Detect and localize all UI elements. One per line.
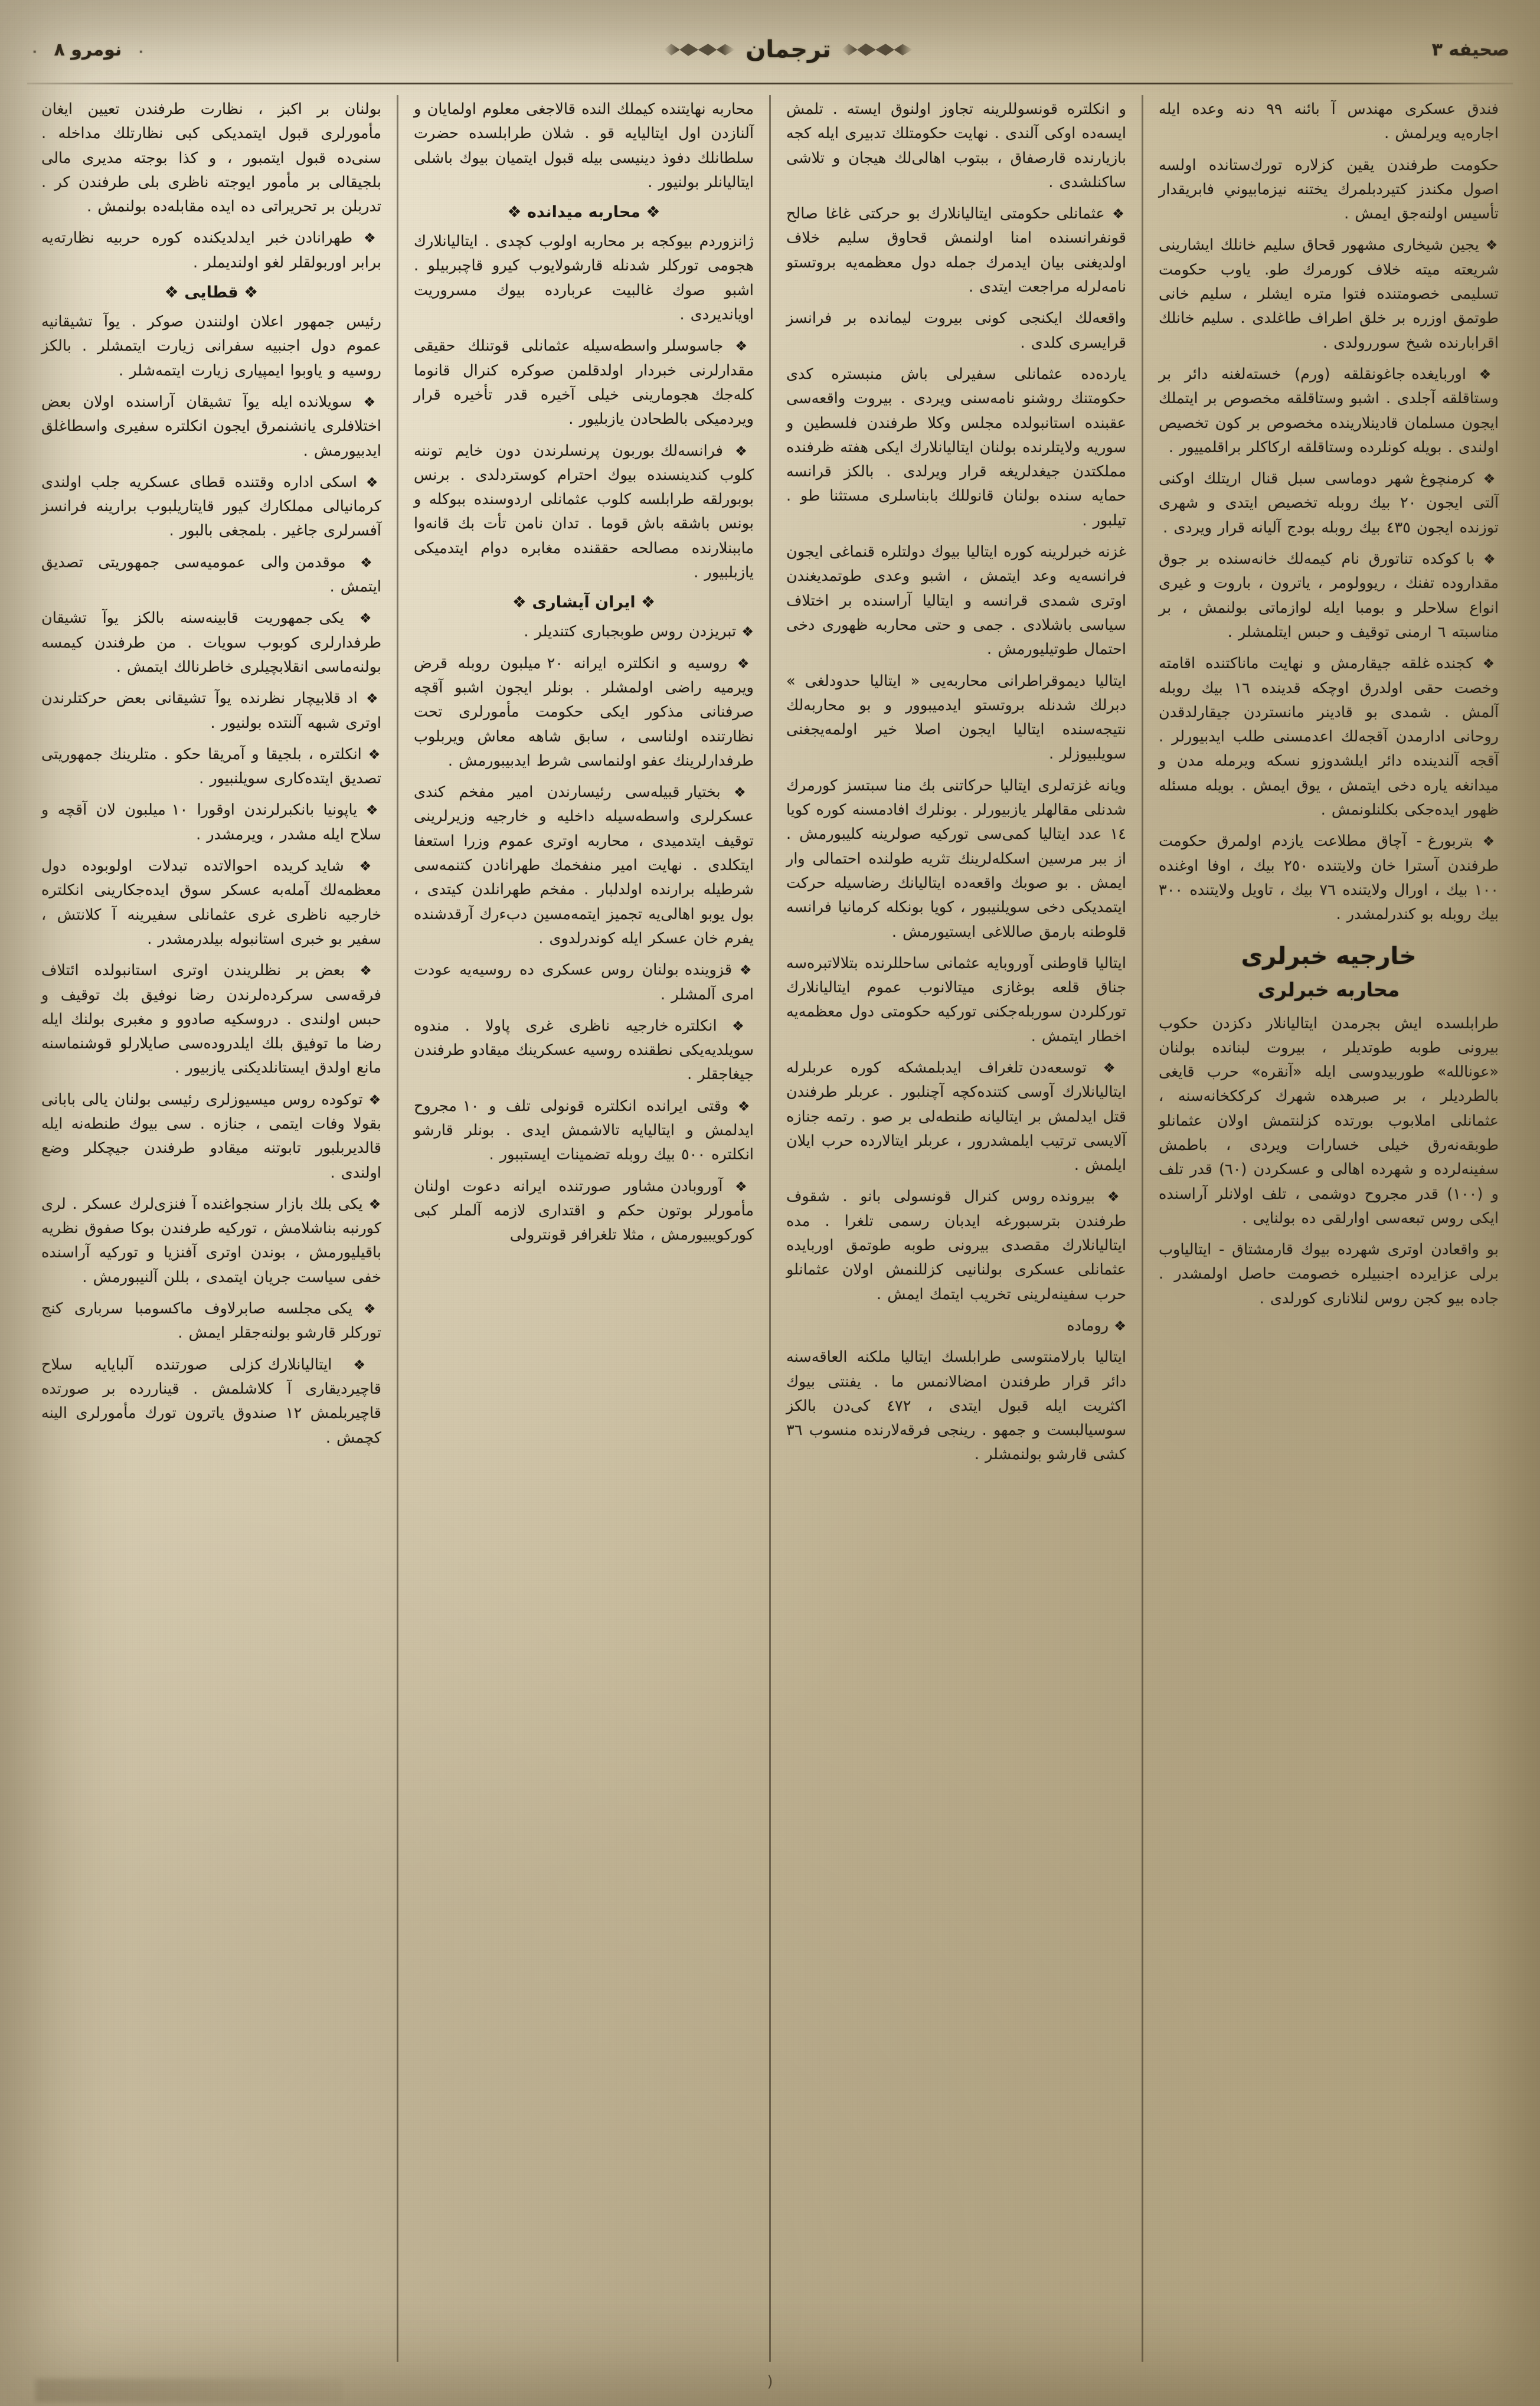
article-paragraph: ❖ بيرونده روس كنرال قونسولى بانو . شقوف طرفندن بترسبورغه ايدبان رسمى تلغرا . مده ايتاليانلارك مقصدى بيرونى طوبه طوتمق اوربايده عثمانلى عسكرى بولنانيى كزللنمش اولان عثمانلو حرب سفينه‌لرينى تخريب ايتمك ايمش . bbox=[786, 1185, 1126, 1306]
article-paragraph: ❖ يجين شيخارى مشهور قحاق سليم خانلك ايشارينى شريعته ميته خلاف كورمرك طو. ياوب حكومت تسليمى خصومتنده فتوا متره ايشلر ، سليم خانى طوتمق اوزره بر خلق اطراف طاغلدى . سليم خانلك اقرابارنده شيخ سوررولدى . bbox=[1159, 233, 1499, 355]
article-paragraph: ❖ موقدمن والى عموميه‌سى جمهوريتى تصديق ايتمش . bbox=[41, 551, 381, 600]
article-columns bbox=[26, 95, 1514, 2362]
article-paragraph: ❖ اوربايغده جاغونقلقه (ورم) خسته‌لغنه دائر بر وستاقلقه آجلدى . اشبو وستاقلقه مخصوص بر ايتملك ايجون مسلمان قادينلارينده مخصوص بر كون تخصيص اولندى . بويله كونلرده وستاقلقه اركاكلر براقلمييور . bbox=[1159, 362, 1499, 460]
article-paragraph: ❖ ياپونيا بانكبرلرندن اوقورا ١٠ ميلبون لان آقچه و سلاح ايله مشدر ، ويرمشدر . bbox=[41, 798, 381, 847]
article-paragraph: ❖ يكى جمهوريت قابينه‌سنه بالكز يوآ تشيقان طرفدارلرى كوبوب سويات . من طرفندن كيمسه بولنه‌ماسى انقلابچيلرى خاطرنالك ايتمش . bbox=[41, 606, 381, 679]
article-paragraph: ❖ يكى مجلسه صابرلاوف ماكسومبا سربارى كنج توركلر قارشو بولنه‌جقلر ايمش . bbox=[41, 1297, 381, 1346]
article-paragraph: غزنه خبرلرينه كوره ايتاليا بيوك دولتلره قنماغى ايجون فرانسه‌يه وعد ايتمش ، اشبو وعدى طوتمديغندن اوترى شمدى قرانسه و ايتاليا آراسنده بر اختلاف سياسى باشلادى . جمى و حتى محاربه ظهورى دخى احتمال طوتيليورمش . bbox=[786, 543, 1126, 659]
article-paragraph: و انكلتره قونسوللرينه تجاوز اولنوق ايسته . تلمش ايسه‌ده اوكى آلندى . نهايت حكومتلك تدبيرى ايله كجه بازيارنده قارصفاق ، ببتوب اهالى‌لك هيجان و تلاشى ساكنلشدى . bbox=[786, 100, 1126, 191]
article-paragraph: ❖ يكى بلك بازار سنجواغنده آ فنزى‌لرك عسكر . لرى كورنبه بناشلامش ، توركيه طرفندن بوكا صفوق نظريه باقيليورمش ، بوندن اوترى آفنزيا و توركيه آراسنده خفى سياست جريان ايتمدى ، بللن آلنيبورمش . bbox=[41, 1192, 381, 1290]
article-paragraph: ❖ اسكى اداره وقتنده قطاى عسكريه جلب اولندى كرمانيالى مملكارك كيور قايتاريلبوب برارينه فرانسز آفسرلرى جاغير . بلمجغى بالبور . bbox=[41, 470, 381, 544]
article-paragraph: بو واقعادن اوترى شهرده بيوك قارمشتاق - ايتالياوب برلى عزايرده اجنبيلره خصومت حاصل اولمشدر . جاده بيو كجن روس لنلانارى كورلدى . bbox=[1159, 1241, 1499, 1307]
article-paragraph: فندق عسكرى مهندس آ بائنه ٩٩ دنه وعده ايله اجاره‌يه ويرلمش . bbox=[1159, 100, 1499, 143]
ornament-right-icon bbox=[664, 42, 735, 57]
article-paragraph: ❖ شايد كريده احوالاتده تبدلات اولوبوده دول معظمه‌لك آمله‌به عسكر سوق ايده‌جكارينى انكلتره خارجيه ناظرى غرى عثمانلى سفيرينه آ كلانتش ، سفير بو خبرى استانبوله بيلدرمشدر . bbox=[41, 854, 381, 952]
footer-mark: ( bbox=[767, 2373, 773, 2391]
article-paragraph: ❖ آوروبادن مشاور صورتنده ايرانه دعوت اولنان مأمورلر بوتون حكم و اقتدارى لازمه آلملر كبى كوركويبيورمش ، مثلا تلغرافر قونترولى bbox=[414, 1175, 754, 1248]
article-paragraph: ❖ كجنده غلقه جيقارمش و نهايت ماناكتنده اقامته وخصت حقى اولدرق اوچكه قدينده ١٦ بيك روبله آلمش . شمدى بو قادينر مانستردن جيقارلدقدن روحانى ادارمدن آقجه‌لك اعدمسنى طلب ايدبيورلر . آقجه آلندينده دائر ايلشدوزو نسكه ويرمله مدن و ميدانغه ياره دخى ايتمش ، يوق ايمش . بويله مسئله ظهور ايده‌جكى بكلنلونمش . bbox=[1159, 652, 1499, 822]
rubric-heading: ❖ ايران آيشارى ❖ bbox=[512, 593, 656, 612]
article-paragraph: ❖ توسعه‌دن تلغراف ايدبلمشكه كوره عربلرله ايتاليانلارك آوسى كتنده‌كچه آچنلبور . عربلر طرفندن قتل ايدلمش بر ايتاليانه طنطه‌لى بر صو . رتمه جنازه آلايسى ترتيب ايلمشدرور ، عربلر ايتالارده حرب ايلان ايلمش . bbox=[786, 1056, 1126, 1178]
article-paragraph: ويانه غزته‌لرى ايتاليا حركاتنى بك منا سبتسز كورمرك شدنلى مقالهلر يازبيورلر . بونلرك افادمسنه كوره كويا ١٤ عدد ايتاليا كمى‌سى توركيه صولرينه كليبورمش . از ببر مرسين اسكله‌لرينك تثريه طولنده احتمالى وار ايمش . بو صوبك واقعه‌ده ايتاليانك رضاسيله حركت ايتمديكى دخى سويلنيبور ، كويا بونكله كرمانيا فرانسه قلوطنه بارمق صاللاغى ايستيورمش . bbox=[786, 776, 1126, 941]
section-subheading: محاربه خبرلرى bbox=[1257, 978, 1400, 1001]
article-paragraph: ❖ ايتاليانلارك كزلى صورتنده آلبايايه سلاح قاچيرديقارى آ كلاشلمش . قيناررده بر صورتده قاچيربلمش ١٢ صندوق ياترون تورك مأمورلرى الينه كچمش . bbox=[41, 1353, 381, 1450]
article-paragraph: ❖ فرانسه‌لك بوربون پرنسلرندن دون خايم توننه كلوب كندينسنده بيوك احترام كوستردلدى . برنس بوبورلقه طرابلسه كلوب عثمانلى اردوسنده ببوكله و بونس باشقه باش قوما . تدان نامن تأت بك قانه‌وا ماببنلارنده مصالحه حققنده مغابره دوام ايتدميكى يازبلبيور . bbox=[414, 439, 754, 586]
article-paragraph: ❖ روماده bbox=[786, 1314, 1126, 1338]
page-number: صحيفه ٣ bbox=[1431, 39, 1509, 60]
article-paragraph: طرابلسده ايش بجرمدن ايتاليانلار دكزدن حكوب بيرونى طوبه طوتديلر ، بيروت لبنانده بولنان «عونالله» طوربيدوسى ايله «آنقره» حرب قايغى بالطرديلر ، بر صبرهده شهرك كرككخانه‌سنه ، عثمانلى املابوب بورتده كزلنتمش اولان عثمانلو طوبقه‌نه‌رق خيلى خسارات ويردى ، باطمش سفينه‌لرده و شهرده اهالى و عسكردن (٦٠) قدر تلف و (١٠٠) قدر مجروح دوشمى ، تلف اولانلر آراسنده ايكى روس تبعه‌سى اوارلقى ده بولنايى . bbox=[1159, 1014, 1499, 1227]
article-paragraph: ❖ انكلتره خارجيه ناظرى غرى پاولا . مندوه سويلديه‌يكى نطقنده روسيه عسكرينك ميقادو طرفندن جيغاجقلر . bbox=[414, 1014, 754, 1087]
newspaper-title: ترجمان bbox=[746, 36, 831, 63]
article-paragraph: ❖ بختيار قبيله‌سى رئيسارندن امير مفخم كندى عسكرلرى واسطه‌سيله داخليه و خارجيه وزيرلرينى توقيف ايتدميدى ، محاربه اوترى عموم وزرا استعفا ايتكلدى . نهايت امير منفخمك طهرانادن كتنمه‌سى شرطيله برارنده اولدلبار . مفخم طهرانلدن كيتدى ، بول يوبو اهالى‌يه تجميز ايتمه‌مسين دبءرك آرقدشنده يفرم خان عسكر ايله كوندرلدوى . bbox=[414, 780, 754, 951]
newspaper-nameplate bbox=[664, 36, 913, 63]
article-paragraph: ايتاليا بارلامنتوسى طرابلسك ايتاليا ملكنه العاقه‌سنه دائر قرار طرفندن امضالانمس ما . يفنتى بيوك اكثريت ايله قبول ايتدى ، ٤٧٢ كى‌دن بالكز سوسيالبست و جمهو . رينجى فرقه‌لارنده منسوب ٣٦ كشى قارشو بولنمشلر . bbox=[786, 1348, 1126, 1464]
article-paragraph: ❖ اد قلابيچار نظرنده يوآ تشيقانى بعض حركتلرندن اوترى شبهه آلنتده بولنيور . bbox=[41, 687, 381, 735]
issue-number: نومرو ٨ bbox=[54, 39, 122, 60]
article-paragraph: ❖ طهرانادن خبر ايدلديكنده كوره حربيه نظارته‌يه برابر اوربولقلر لغو اولنديملر . bbox=[41, 226, 381, 275]
article-paragraph: ❖ تبريزدن روس طوبجبارى كتنديلر . bbox=[414, 620, 754, 644]
ornament-left-icon bbox=[842, 42, 913, 57]
masthead-right-side bbox=[1432, 40, 1509, 60]
section-heading: خارجيه خبرلرى bbox=[1241, 942, 1417, 970]
article-paragraph: ❖ روسيه و انكلتره ايرانه ٢٠ ميلبون روبله قرض ويرميه راضى اولمشلر . بونلر ايجون اشبو آقچه صرفنانى مذكور ايكى حكومت مأمورلرى تحت نظارتنده اولناسى ، سابق شاهه معاش ويربلوب طرفدارلرينك عفو اولنماسى شرط ايدبيبورمش . bbox=[414, 652, 754, 773]
article-paragraph: ❖ جاسوسلر واسطه‌سيله عثمانلى قوتنلك حقيقى مقدارلرنى خبردار اولدقلمن صوكره كنرال قانوما كله‌جك هجومارينى خيلى آخيره قدر تأخيره قرار ويردميكى بالطحادن يازبليور . bbox=[414, 334, 754, 431]
masthead-left-side bbox=[31, 40, 145, 60]
article-paragraph: محاربه نهايتنده كيملك النده قالاجغى معلوم اولمايان و آلنازدن اول ايتاليايه قو . شلان طرابلسده حضرت سلطانلك دفوذ دينيسى بيله قبول ايتميان بيوك باشلى ايتاليانلر بولنيور . bbox=[414, 100, 754, 191]
article-paragraph: ❖ قزوينده بولنان روس عسكرى ده روسيه‌يه عودت امرى آلمشلر . bbox=[414, 958, 754, 1007]
rubric-heading: ❖ قطايى ❖ bbox=[164, 283, 259, 302]
article-paragraph: ژانزوردم بيوكجه بر محاربه اولوب كچدى . ايتاليانلارك هجومى توركلر شدنله قارشولايوب كيرو قاچبربيلو . اشبو صوك غالبيت عربارده بيوك مسروريت اويانديردى . bbox=[414, 233, 754, 324]
masthead-dot-right: ٠ bbox=[31, 44, 39, 59]
article-paragraph: بولنان بر اكبز ، نظارت طرفندن تعيين ايغان مأمورلرى قبول ايتمديكى كبى نظارتلك مداخله . سنى‌ده قبول ايتمبور ، و كذا بوجته مديرى مالى بلجيقالى بر مأمور ايوجته ناظرى بلى طرفندن كر . تدربلن بر تحريراتى ده ايده مقابله‌ده بولنمش . bbox=[41, 100, 381, 216]
article-paragraph: يارده‌ده عثمانلى سفيرلى باش منبستره كدى حكومتنك روشنو نامه‌سنى ويردى . بيروت واقعه‌سى عقبنده استانبولده مجلس وكلا طرفندن فلسطين و سوريه ولايتلرنده بولنان ايتاليانلارك ايكى هفته ظرفنده مملكتدن جيغدلريغه قرار ويرلدى . بالكز قرانسه حمايه سنده بولنان قانوللك بابناسلرى مستثنا طو . تيلبور . bbox=[786, 365, 1126, 529]
article-paragraph: ❖ سويلانده ايله يوآ تشيقان آراسنده اولان بعض اختلافلرى يانشنمرق ايجون انكلتره سفيرى واسطاغلق ايدبيورمش . bbox=[41, 390, 381, 463]
article-paragraph: رئيس جمهور اعلان اولنندن صوكر . يوآ تشيقانيه عموم دول اجنبيه سفرانى زيارت ايتمشلر . بالكز روسيه و ياوبوا ايمپيارى زيارت ايتمه‌شلر . bbox=[41, 313, 381, 380]
article-paragraph: ايتاليا قاوطنى آوروبايه عثمانى ساحللرنده بتلالاتبره‌سه جناق قلعه بوغازى ميتالانوب عموم ايتاليانلارك توركلردن سوربله‌جكنى توركيه حكومتى دول معظمه‌يه اخطار ايتمش . bbox=[786, 954, 1126, 1045]
article-paragraph: ❖ كرمنچوغ شهر دوماسى سبل قنال اريتلك اوكنى آلتى ايجون ٢٠ بيك روبله تخصيص ايتدى و شهرى توزنده ايجون ٤٣٥ بيك روبله بودج آليانه قرار ويردى . bbox=[1159, 467, 1499, 540]
article-paragraph: ❖ عثمانلى حكومتى ايتاليانلارك بو حركتى غاغا صالح قونفرانسنده امنا اولنمش قحاوق سليم خلاف اولديغنى بيان ايدمرك جمله دول معظمه‌يه بروتستو نامه‌لرله مراجعت ايتدى . bbox=[786, 202, 1126, 299]
masthead-rule bbox=[27, 83, 1513, 84]
article-paragraph: ❖ انكلتره ، بلجيقا و آمريقا حكو . متلرينك جمهوريتى تصديق ايتده‌كارى سويلنبيور . bbox=[41, 743, 381, 792]
article-paragraph: ايتاليا ديموقراطرانى محاربه‌يى « ايتاليا حدودلغى » دبرلك شدنله بروتستو ايدميبوور و بو محاربه‌لك نتيجه‌سنده ايتاليا ايجون اصلا خير اولمه‌يجغنى سويلبيوزلر . bbox=[786, 672, 1126, 763]
article-paragraph: ❖ بعض بر نظلريندن اوترى استانبولده ائتلاف فرقه‌سى سركرده‌لرندن رضا نوفيق بك توقيف و حبس اولندى . دروسكيه صادوو و مغبرى بولنك ايله رضا ما توفيق بلك ايلدروده‌سى صايلارلو قوشنماسنه مانع اولدق ايستانلديكنى يازبيور . bbox=[41, 959, 381, 1080]
masthead-dot-left: ٠ bbox=[137, 44, 145, 59]
rubric-heading: ❖ محاربه ميدانده ❖ bbox=[507, 203, 661, 222]
article-paragraph: ❖ وقتى ايرانده انكلتره قونولى تلف و ١٠ مجروح ايدلمش و ايتاليايه تالاشمش ايدى . بونلر قارشو انكلتره ٥٠٠ بيك روبله تضمينات ايستببور . bbox=[414, 1094, 754, 1168]
masthead bbox=[31, 22, 1509, 77]
text-column-2 bbox=[771, 95, 1143, 2362]
article-paragraph: حكومت طرفندن يقين كزلاره تورك‌ستانده اولسه اصول مكندز كتيردبلمرك يختنه نيزمابيوني فابريقدار تأسيس اولنه‌جق ايمش . bbox=[1159, 156, 1499, 223]
article-paragraph: ❖ با كوكده تناتورق نام كيمه‌لك خانه‌سنده بر جوق مقداروده تفنك ، ريوولومر ، ياترون ، باروت و غيرى انواع سلاحلر و بومبا ايله لوازماتى بولنمش ، بر مناسبته ٦ ارمنى توقيف و حبس ايتلمشلر . bbox=[1159, 547, 1499, 645]
text-column-3 bbox=[398, 95, 771, 2362]
text-column-4 bbox=[26, 95, 398, 2362]
article-paragraph: ❖ توكوده روس ميسيوزلرى رئيسى بولنان يالى بابانى بقولا وفات ايتمى ، جنازه . سى بيوك طنطه‌نه ايله قالديربلبور تابوتنه ميقادو طرفندن جيچكلر وضع اولندى . bbox=[41, 1088, 381, 1185]
text-column-1 bbox=[1143, 95, 1514, 2362]
article-paragraph: واقعه‌لك ايكنجى كونى بيروت ليمانده بر فرانسز قرايسرى كلدى . bbox=[786, 309, 1126, 352]
article-paragraph: ❖ بتربورغ - آچاق مطلاعت يازدم اولمرق حكومت طرفندن آسترا خان ولايتنده ٢٥٠ بيك ، اوفا اوغنده ١٠٠ بيك ، اورال ولايتنده ٧٦ بيك ، تاويل ولايتنده ٣٠٠ بيك روبله بو كندرلمشدر . bbox=[1159, 829, 1499, 927]
